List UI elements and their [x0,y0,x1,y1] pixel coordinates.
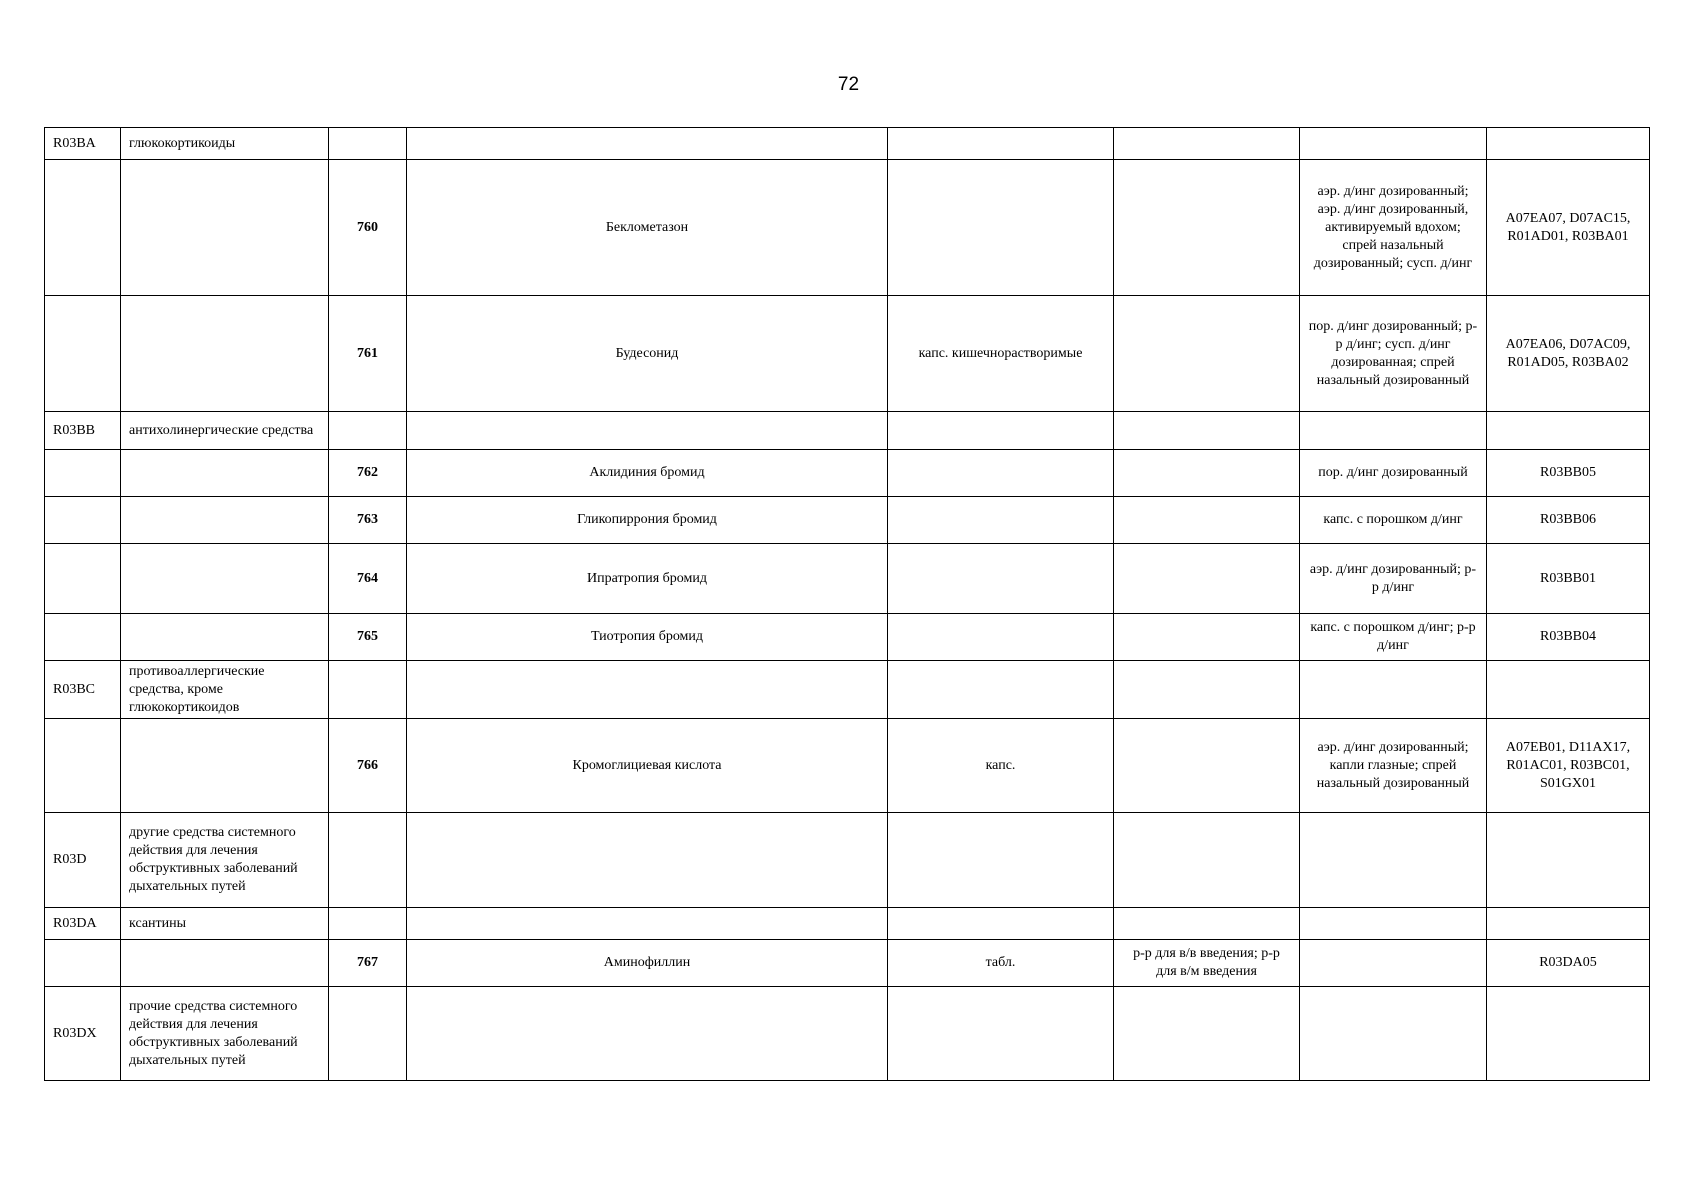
atc-codes: A07EA06, D07AC09, R01AD05, R03BA02 [1487,296,1650,412]
inhalation-form: пор. д/инг дозированный; р-р д/инг; сусп. д/инг дозированная; спрей назальный дозированный [1300,296,1487,412]
entry-number: 763 [329,497,407,544]
oral-form [888,128,1114,160]
drug-name [407,661,888,719]
injection-form: р-р для в/в введения; р-р для в/м введения [1114,940,1300,987]
oral-form [888,661,1114,719]
drug-name [407,412,888,450]
table-row [45,813,1650,908]
drug-name: Беклометазон [407,160,888,296]
injection-form [1114,661,1300,719]
atc-group-code [45,544,121,614]
table-row [45,544,1650,614]
inhalation-form [1300,128,1487,160]
atc-codes [1487,128,1650,160]
inhalation-form [1300,661,1487,719]
oral-form [888,544,1114,614]
inhalation-form: аэр. д/инг дозированный; аэр. д/инг дозированный, активируемый вдохом; спрей назальный дозированный; сусп. д/инг [1300,160,1487,296]
group-description: ксантины [121,908,329,940]
drug-name [407,987,888,1081]
group-description: антихолинергические средства [121,412,329,450]
table-row [45,160,1650,296]
atc-codes: A07EA07, D07AC15, R01AD01, R03BA01 [1487,160,1650,296]
group-description: глюкокортикоиды [121,128,329,160]
injection-form [1114,497,1300,544]
inhalation-form [1300,987,1487,1081]
table-row [45,497,1650,544]
atc-codes [1487,661,1650,719]
injection-form [1114,296,1300,412]
injection-form [1114,719,1300,813]
oral-form: капс. [888,719,1114,813]
injection-form [1114,412,1300,450]
table-row [45,614,1650,661]
inhalation-form [1300,412,1487,450]
entry-number [329,813,407,908]
group-description: прочие средства системного действия для лечения обструктивных заболеваний дыхательных путей [121,987,329,1081]
oral-form [888,160,1114,296]
atc-group-code [45,719,121,813]
entry-number [329,908,407,940]
group-description [121,940,329,987]
table-row [45,987,1650,1081]
oral-form [888,813,1114,908]
injection-form [1114,813,1300,908]
entry-number [329,128,407,160]
entry-number: 767 [329,940,407,987]
atc-codes: R03DA05 [1487,940,1650,987]
oral-form: табл. [888,940,1114,987]
atc-codes: R03BB01 [1487,544,1650,614]
atc-group-code [45,160,121,296]
entry-number [329,412,407,450]
atc-codes [1487,412,1650,450]
atc-group-code: R03DA [45,908,121,940]
injection-form [1114,450,1300,497]
group-description: противоаллергические средства, кроме глюкокортикоидов [121,661,329,719]
table-row [45,661,1650,719]
injection-form [1114,614,1300,661]
drug-name: Кромоглициевая кислота [407,719,888,813]
inhalation-form: аэр. д/инг дозированный; р-р д/инг [1300,544,1487,614]
page-number: 72 [837,74,860,95]
inhalation-form: аэр. д/инг дозированный; капли глазные; спрей назальный дозированный [1300,719,1487,813]
injection-form [1114,128,1300,160]
atc-group-code [45,497,121,544]
entry-number: 764 [329,544,407,614]
drug-name: Будесонид [407,296,888,412]
atc-codes [1487,813,1650,908]
inhalation-form: капс. с порошком д/инг; р-р д/инг [1300,614,1487,661]
inhalation-form [1300,813,1487,908]
entry-number [329,661,407,719]
atc-group-code [45,614,121,661]
group-description [121,614,329,661]
injection-form [1114,908,1300,940]
oral-form [888,987,1114,1081]
entry-number [329,987,407,1081]
group-description [121,544,329,614]
atc-group-code [45,296,121,412]
table-row [45,128,1650,160]
oral-form [888,614,1114,661]
atc-codes: R03BB05 [1487,450,1650,497]
table-row [45,719,1650,813]
injection-form [1114,544,1300,614]
drug-name [407,813,888,908]
entry-number: 761 [329,296,407,412]
injection-form [1114,987,1300,1081]
atc-group-code [45,450,121,497]
drug-name: Гликопиррония бромид [407,497,888,544]
atc-codes [1487,987,1650,1081]
drug-name [407,128,888,160]
drug-name: Тиотропия бромид [407,614,888,661]
inhalation-form [1300,940,1487,987]
atc-codes: R03BB04 [1487,614,1650,661]
entry-number: 766 [329,719,407,813]
atc-codes: A07EB01, D11AX17, R01AC01, R03BC01, S01GX01 [1487,719,1650,813]
oral-form [888,908,1114,940]
inhalation-form [1300,908,1487,940]
atc-group-code: R03BB [45,412,121,450]
atc-group-code: R03D [45,813,121,908]
table-row [45,908,1650,940]
group-description [121,450,329,497]
drug-name: Аклидиния бромид [407,450,888,497]
drug-name [407,908,888,940]
inhalation-form: капс. с порошком д/инг [1300,497,1487,544]
oral-form [888,497,1114,544]
drug-table [44,127,1650,1081]
table-row [45,450,1650,497]
group-description [121,160,329,296]
atc-group-code: R03DX [45,987,121,1081]
entry-number: 762 [329,450,407,497]
atc-group-code: R03BC [45,661,121,719]
drug-name: Аминофиллин [407,940,888,987]
entry-number: 760 [329,160,407,296]
drug-name: Ипратропия бромид [407,544,888,614]
oral-form [888,450,1114,497]
table-row [45,296,1650,412]
injection-form [1114,160,1300,296]
atc-codes [1487,908,1650,940]
atc-group-code [45,940,121,987]
oral-form: капс. кишечнорастворимые [888,296,1114,412]
group-description [121,296,329,412]
group-description [121,719,329,813]
entry-number: 765 [329,614,407,661]
table-row [45,940,1650,987]
group-description: другие средства системного действия для лечения обструктивных заболеваний дыхательных путей [121,813,329,908]
group-description [121,497,329,544]
inhalation-form: пор. д/инг дозированный [1300,450,1487,497]
atc-group-code: R03BA [45,128,121,160]
table-row [45,412,1650,450]
atc-codes: R03BB06 [1487,497,1650,544]
oral-form [888,412,1114,450]
